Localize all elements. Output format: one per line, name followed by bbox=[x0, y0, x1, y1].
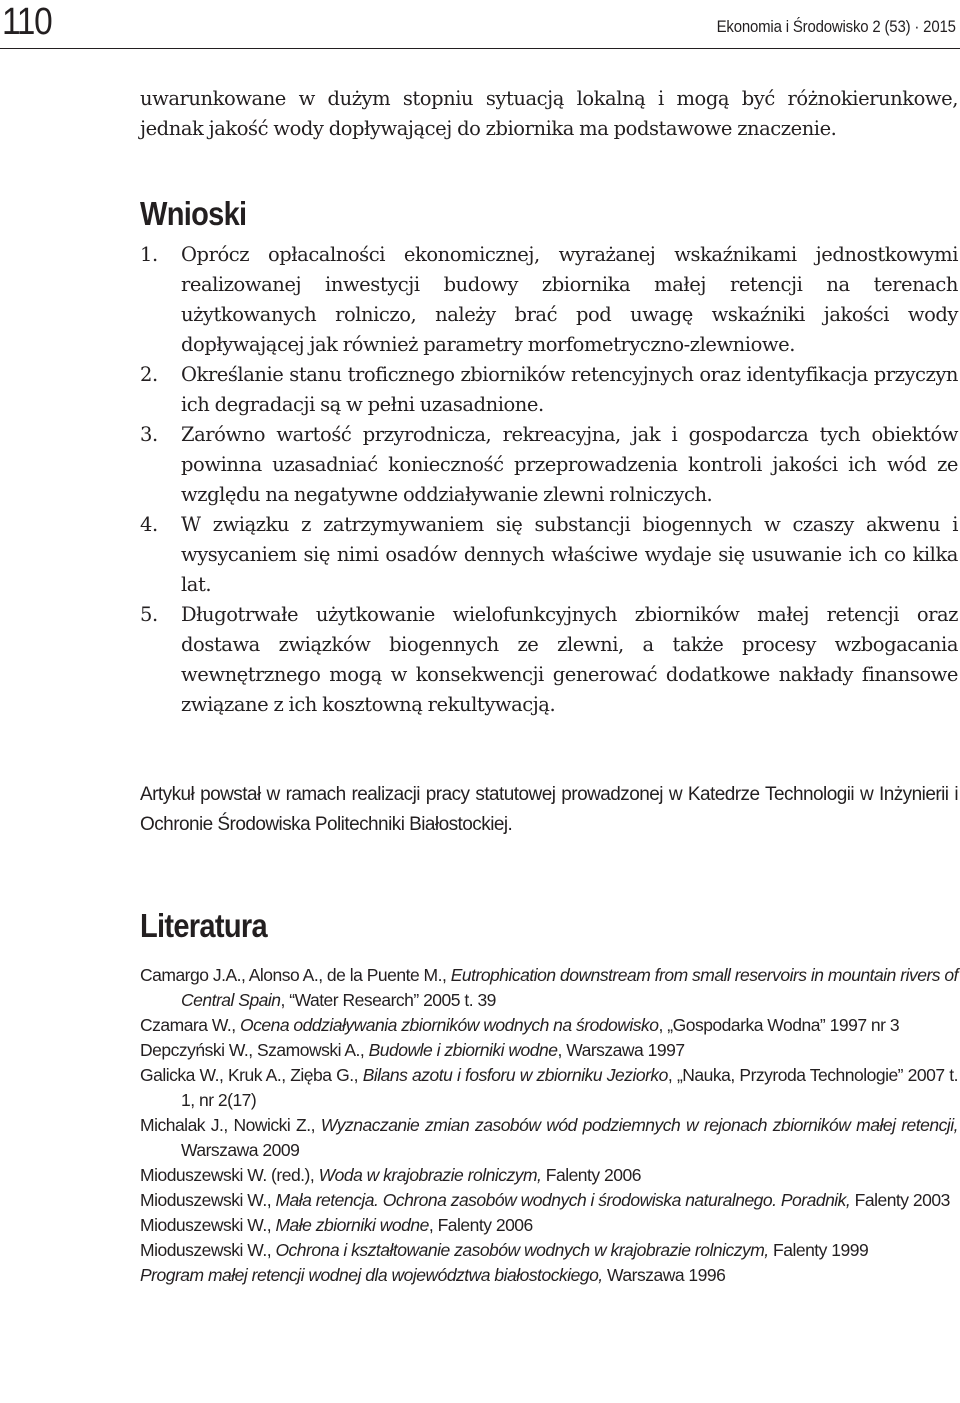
conclusion-text: W związku z zatrzymywaniem się substancji biogennych w czaszy akwenu i wysycaniem się nimi osadów dennych właściwe wydaje się usuwanie ich co kilka lat. bbox=[181, 513, 958, 596]
reference-source: , Falenty 2006 bbox=[428, 1215, 533, 1235]
reference-authors: Galicka W., Kruk A., Zięba G., bbox=[140, 1065, 363, 1085]
reference-source: Warszawa 2009 bbox=[181, 1140, 300, 1160]
reference-authors: Michalak J., Nowicki Z., bbox=[140, 1115, 321, 1135]
reference-source: , „Gospodarka Wodna” 1997 nr 3 bbox=[658, 1015, 900, 1035]
reference-authors: Mioduszewski W., bbox=[140, 1240, 276, 1260]
conclusions-list bbox=[140, 240, 958, 720]
conclusion-text: Zarówno wartość przyrodnicza, rekreacyjna, jak i gospodarcza tych obiektów powinna uzasadniać konieczność przeprowadzenia kontroli jakości ich wód ze względu na negatywne oddziaływanie zlewni rolniczych. bbox=[181, 423, 958, 506]
conclusion-item bbox=[140, 240, 958, 360]
conclusion-number: 4. bbox=[140, 513, 158, 536]
reference-source: , Warszawa 1997 bbox=[557, 1040, 685, 1060]
reference-source: Falenty 2006 bbox=[541, 1165, 641, 1185]
reference-item bbox=[140, 1188, 958, 1213]
reference-source: , „Nauka, Przyroda Technologie” 2007 t. 1, nr 2(17) bbox=[181, 1065, 959, 1110]
conclusion-item bbox=[140, 510, 958, 600]
literature-heading: Literatura bbox=[140, 907, 267, 944]
conclusion-number: 3. bbox=[140, 423, 158, 446]
reference-item bbox=[140, 1113, 958, 1163]
conclusion-text: Oprócz opłacalności ekonomicznej, wyrażanej wskaźnikami jednostkowymi realizowanej inwestycji budowy zbiornika małej retencji na terenach użytkowanych rolniczo, należy brać pod uwagę wskaźniki jakości wody dopływającej jak również parametry morfometryczno-zlewniowe. bbox=[181, 243, 958, 356]
conclusion-number: 2. bbox=[140, 363, 158, 386]
conclusion-item bbox=[140, 420, 958, 510]
reference-item bbox=[140, 1013, 958, 1038]
reference-title: Mała retencja. Ochrona zasobów wodnych i środowiska naturalnego. Poradnik, bbox=[275, 1190, 851, 1210]
reference-item bbox=[140, 963, 958, 1013]
conclusion-item bbox=[140, 360, 958, 420]
conclusion-text: Długotrwałe użytkowanie wielofunkcyjnych zbiorników małej retencji oraz dostawa związków biogennych ze zlewni, a także procesy wzbogacania wewnętrznego mogą w konsekwencji generować dodatkowe nakłady finansowe związane z ich kosztowną rekultywacją. bbox=[181, 603, 958, 716]
reference-title: Eutrophication downstream from small reservoirs in mountain rivers of Central Spain bbox=[181, 965, 958, 1010]
reference-authors: Mioduszewski W., bbox=[140, 1190, 276, 1210]
reference-source: , “Water Research” 2005 t. 39 bbox=[280, 990, 496, 1010]
conclusions-heading: Wnioski bbox=[140, 195, 247, 232]
reference-title: Budowle i zbiorniki wodne bbox=[368, 1040, 558, 1060]
conclusion-number: 1. bbox=[140, 243, 158, 266]
acknowledgement: Artykuł powstał w ramach realizacji pracy statutowej prowadzonej w Katedrze Technologii w Inżynierii i Ochronie Środowiska Politechniki Białostockiej. bbox=[140, 784, 958, 835]
reference-source: Warszawa 1996 bbox=[602, 1265, 726, 1285]
reference-list bbox=[140, 963, 958, 1288]
reference-item bbox=[140, 1238, 958, 1263]
conclusion-text: Określanie stanu troficznego zbiorników retencyjnych oraz identyfikacja przyczyn ich degradacji są w pełni uzasadnione. bbox=[181, 363, 958, 416]
reference-source: Falenty 1999 bbox=[768, 1240, 869, 1260]
conclusion-item bbox=[140, 600, 958, 720]
reference-authors: Czamara W., bbox=[140, 1015, 240, 1035]
reference-title: Wyznaczanie zmian zasobów wód podziemnych w rejonach zbiorników małej retencji, bbox=[320, 1115, 958, 1135]
running-head: Ekonomia i Środowisko 2 (53) · 2015 bbox=[716, 17, 956, 36]
page-header bbox=[0, 0, 960, 49]
page-number: 110 bbox=[2, 1, 52, 43]
reference-source: Falenty 2003 bbox=[850, 1190, 950, 1210]
reference-authors: Mioduszewski W. (red.), bbox=[140, 1165, 319, 1185]
reference-item bbox=[140, 1038, 958, 1063]
reference-title: Program małej retencji wodnej dla województwa białostockiego, bbox=[140, 1265, 603, 1285]
reference-item bbox=[140, 1213, 958, 1238]
conclusion-number: 5. bbox=[140, 603, 158, 626]
reference-title: Ochrona i kształtowanie zasobów wodnych w krajobrazie rolniczym, bbox=[275, 1240, 769, 1260]
reference-title: Woda w krajobrazie rolniczym, bbox=[318, 1165, 542, 1185]
reference-title: Bilans azotu i fosforu w zbiorniku Jeziorko bbox=[362, 1065, 668, 1085]
reference-authors: Depczyński W., Szamowski A., bbox=[140, 1040, 369, 1060]
reference-item bbox=[140, 1263, 958, 1288]
reference-item bbox=[140, 1163, 958, 1188]
reference-authors: Mioduszewski W., bbox=[140, 1215, 276, 1235]
reference-title: Małe zbiorniki wodne bbox=[275, 1215, 429, 1235]
intro-paragraph: uwarunkowane w dużym stopniu sytuacją lokalną i mogą być różnokierunkowe, jednak jakość wody dopływającej do zbiornika ma podstawowe znaczenie. bbox=[140, 87, 958, 140]
reference-authors: Camargo J.A., Alonso A., de la Puente M., bbox=[140, 965, 451, 985]
reference-title: Ocena oddziaływania zbiorników wodnych na środowisko bbox=[240, 1015, 659, 1035]
page-content bbox=[140, 84, 958, 1288]
reference-item bbox=[140, 1063, 958, 1113]
